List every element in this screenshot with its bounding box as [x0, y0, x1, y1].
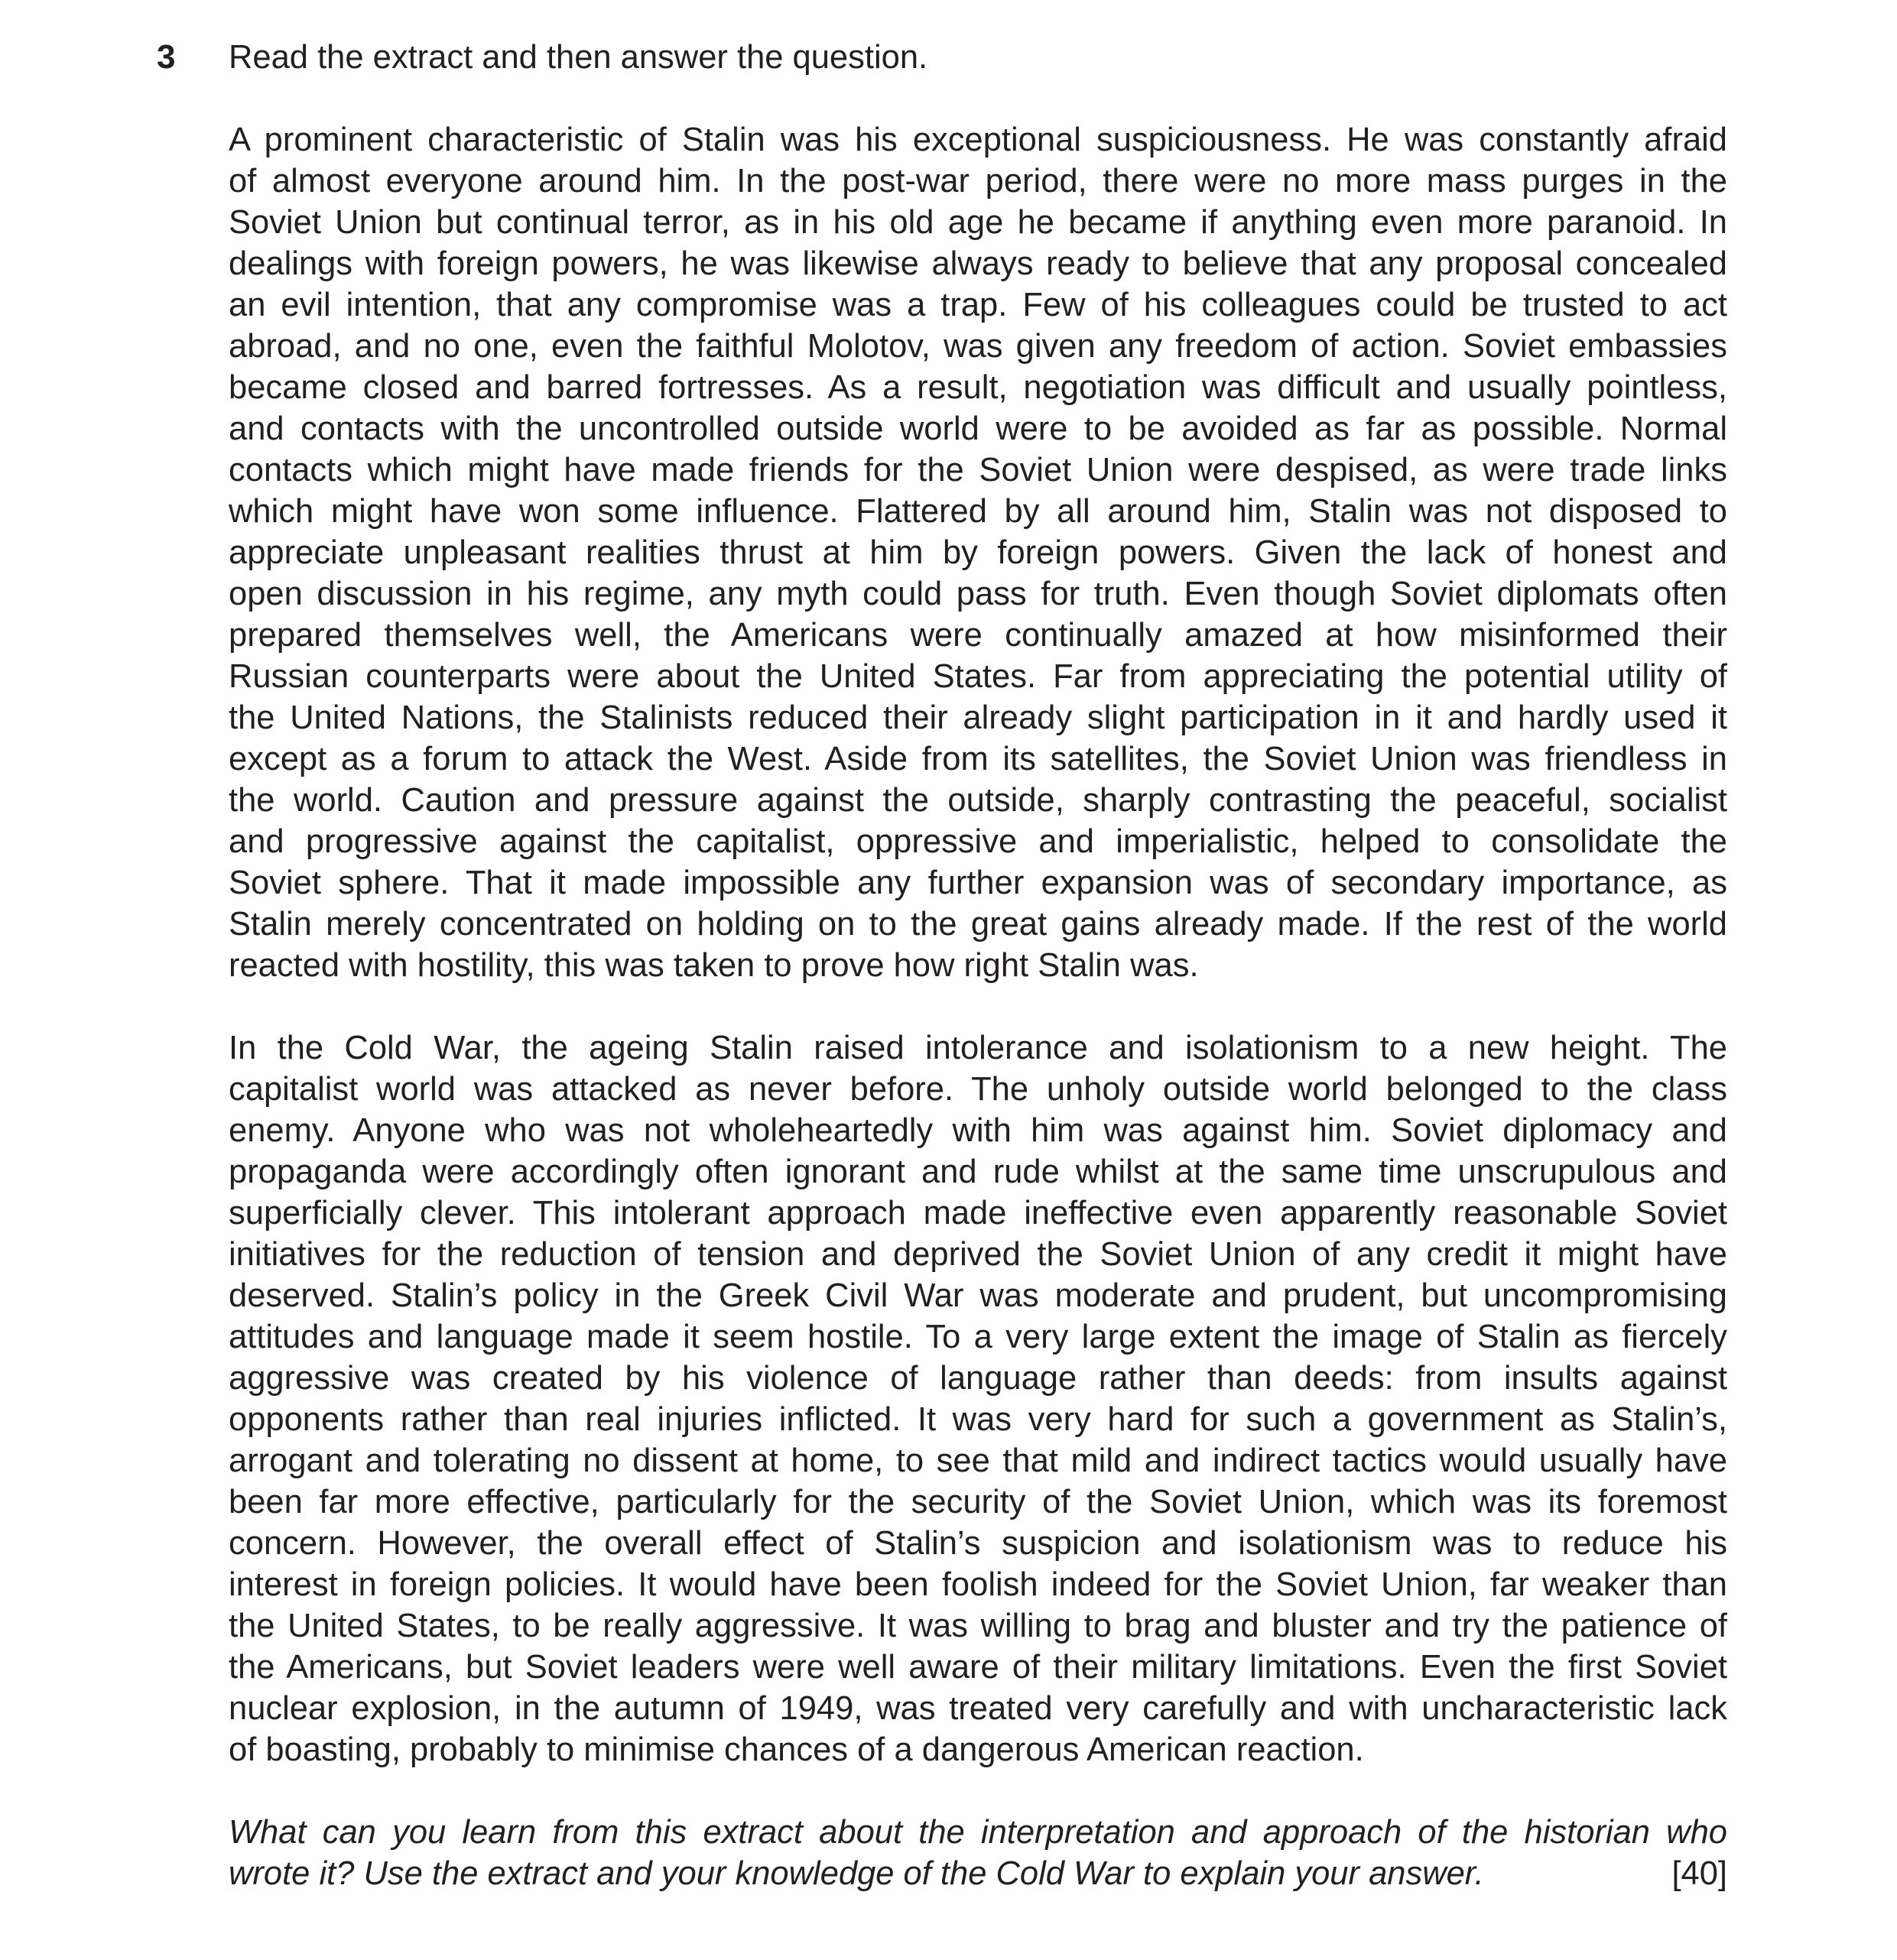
question-number: 3 — [157, 38, 176, 76]
question-line-2 — [229, 1853, 1727, 1894]
extract-line: capitalist world was attacked as never before. The unholy outside world belonged to the class — [229, 1071, 1727, 1108]
extract-line: A prominent characteristic of Stalin was his exceptional suspiciousness. He was constantly afraid — [229, 122, 1727, 158]
extract-line: dealings with foreign powers, he was likewise always ready to believe that any proposal concealed — [229, 245, 1727, 282]
extract-line: enemy. Anyone who was not wholeheartedly with him was against him. Soviet diplomacy and — [229, 1112, 1727, 1149]
extract-line: Soviet Union but continual terror, as in his old age he became if anything even more paranoid. In — [229, 204, 1727, 241]
extract-line: nuclear explosion, in the autumn of 1949, was treated very carefully and with uncharacteristic lack — [229, 1690, 1727, 1727]
instruction-text: Read the extract and then answer the question. — [229, 39, 928, 76]
extract-line: the world. Caution and pressure against the outside, sharply contrasting the peaceful, socialist — [229, 782, 1727, 819]
question-line-2-text: wrote it? Use the extract and your knowledge of the Cold War to explain your answer. — [229, 1855, 1484, 1892]
extract-line: Stalin merely concentrated on holding on to the great gains already made. If the rest of the world — [229, 906, 1727, 943]
extract-line: concern. However, the overall effect of Stalin’s suspicion and isolationism was to reduce his — [229, 1525, 1727, 1562]
extract-line: deserved. Stalin’s policy in the Greek Civil War was moderate and prudent, but uncompromising — [229, 1277, 1727, 1314]
extract-line: arrogant and tolerating no dissent at home, to see that mild and indirect tactics would usually have — [229, 1442, 1727, 1479]
extract-line: prepared themselves well, the Americans were continually amazed at how misinformed their — [229, 617, 1727, 654]
extract-line: appreciate unpleasant realities thrust at him by foreign powers. Given the lack of honest and — [229, 534, 1727, 571]
spacer — [229, 986, 1727, 1027]
extract-line: initiatives for the reduction of tension and deprived the Soviet Union of any credit it might have — [229, 1236, 1727, 1273]
extract-line: Soviet sphere. That it made impossible any further expansion was of secondary importance, as — [229, 865, 1727, 901]
question-line-1: What can you learn from this extract about the interpretation and approach of the historian who — [229, 1814, 1727, 1851]
marks-label: [40] — [1671, 1855, 1727, 1892]
extract-line: reacted with hostility, this was taken to prove how right Stalin was. — [229, 947, 1199, 984]
extract-line: and contacts with the uncontrolled outside world were to be avoided as far as possible. Normal — [229, 410, 1727, 447]
extract-line: propaganda were accordingly often ignorant and rude whilst at the same time unscrupulous and — [229, 1154, 1727, 1190]
spacer — [229, 1770, 1727, 1812]
extract-line: In the Cold War, the ageing Stalin raised intolerance and isolationism to a new height. The — [229, 1030, 1727, 1066]
extract-line: which might have won some influence. Flattered by all around him, Stalin was not disposed to — [229, 493, 1727, 530]
extract-line: interest in foreign policies. It would have been foolish indeed for the Soviet Union, far weaker than — [229, 1566, 1727, 1603]
extract-line: of almost everyone around him. In the post-war period, there were no more mass purges in the — [229, 163, 1727, 200]
extract-line: attitudes and language made it seem hostile. To a very large extent the image of Stalin as fiercely — [229, 1319, 1727, 1355]
extract-line: the Americans, but Soviet leaders were well aware of their military limitations. Even the first Soviet — [229, 1649, 1727, 1686]
extract-line: been far more effective, particularly for the security of the Soviet Union, which was its foremost — [229, 1484, 1727, 1520]
extract-line: aggressive was created by his violence of language rather than deeds: from insults against — [229, 1360, 1727, 1397]
extract-line: opponents rather than real injuries inflicted. It was very hard for such a government as Stalin’s, — [229, 1401, 1727, 1438]
extract-line: the United Nations, the Stalinists reduced their already slight participation in it and hardly used it — [229, 699, 1727, 736]
spacer — [229, 78, 1727, 119]
extract-line: superficially clever. This intolerant approach made ineffective even apparently reasonable Soviet — [229, 1195, 1727, 1231]
extract-line: contacts which might have made friends for the Soviet Union were despised, as were trade links — [229, 452, 1727, 488]
extract-line: the United States, to be really aggressive. It was willing to brag and bluster and try the patience of — [229, 1608, 1727, 1644]
extract-paragraph-2 — [229, 1027, 1727, 1770]
extract-line: became closed and barred fortresses. As a result, negotiation was difficult and usually pointless, — [229, 369, 1727, 406]
question-content — [229, 37, 1727, 1894]
extract-line: Russian counterparts were about the United States. Far from appreciating the potential utility of — [229, 658, 1727, 695]
extract-line: abroad, and no one, even the faithful Molotov, was given any freedom of action. Soviet embassies — [229, 328, 1727, 365]
extract-line: and progressive against the capitalist, oppressive and imperialistic, helped to consolidate the — [229, 823, 1727, 860]
extract-line: of boasting, probably to minimise chances of a dangerous American reaction. — [229, 1731, 1364, 1768]
essay-question — [229, 1812, 1727, 1894]
extract-line: open discussion in his regime, any myth could pass for truth. Even though Soviet diplomats often — [229, 576, 1727, 612]
extract-paragraph-1 — [229, 119, 1727, 986]
extract-line: except as a forum to attack the West. Aside from its satellites, the Soviet Union was friendless in — [229, 741, 1727, 777]
extract-line: an evil intention, that any compromise was a trap. Few of his colleagues could be trusted to act — [229, 287, 1727, 323]
